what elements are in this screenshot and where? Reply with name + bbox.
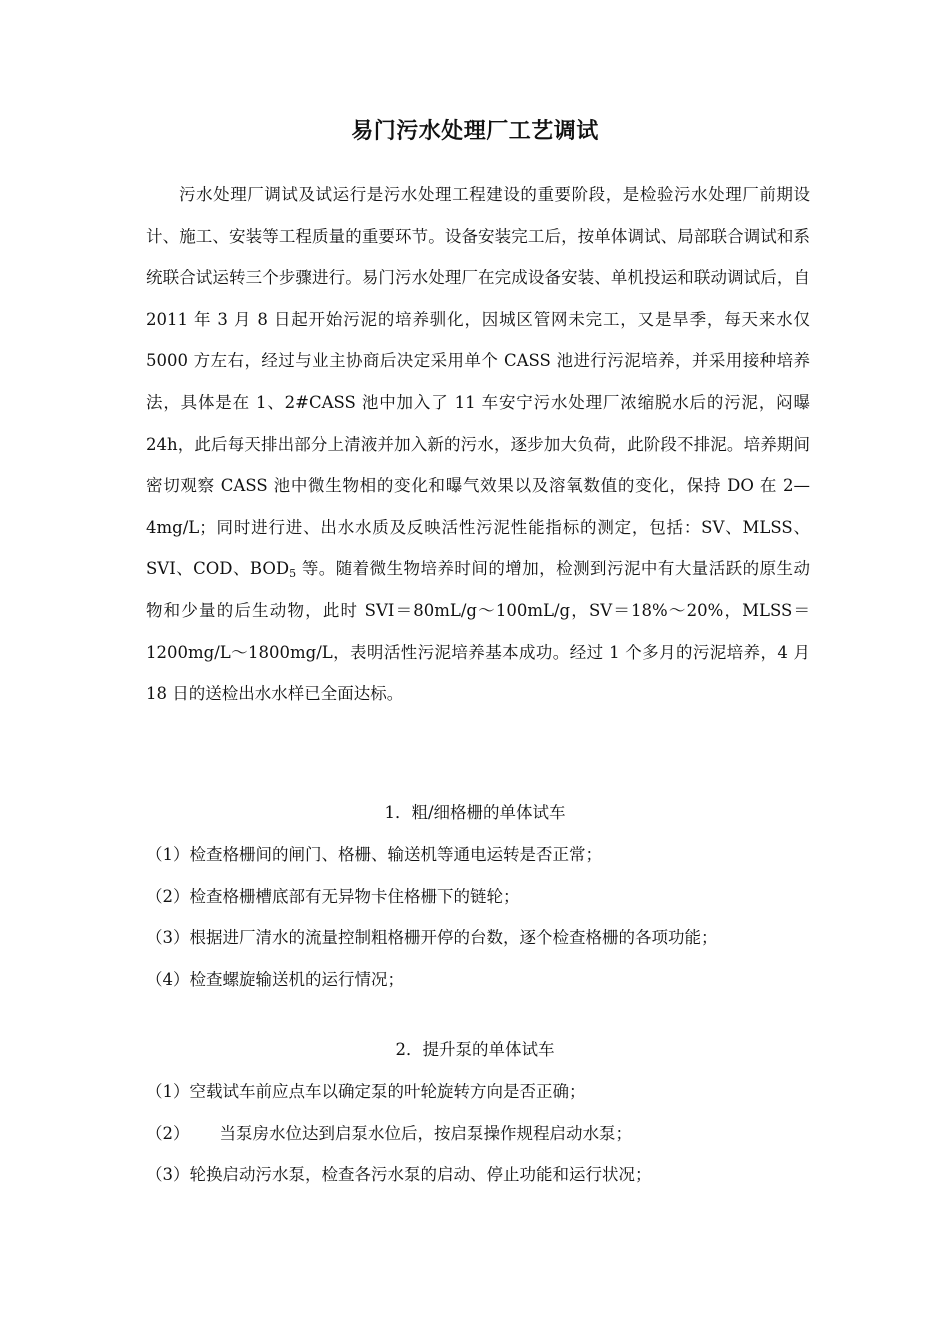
list-item-number: （1） xyxy=(146,845,190,864)
list-item-number: （2） xyxy=(146,1124,190,1143)
intro-text-part-2: 等。随着微生物培养时间的增加，检测到污泥中有大量活跃的原生动物和少量的后生动物，此时 SVI＝80mL/g～100mL/g，SV＝18%～20%，MLSS＝1200mg/L～1800mg/L，表明活性污泥培养基本成功。经过 1 个多月的污泥培养，4 月 18 日的送检出水水样已全面达标。 xyxy=(146,559,810,704)
list-item-text: 当泵房水位达到启泵水位后，按启泵操作规程启动水泵； xyxy=(219,1124,632,1143)
list-item xyxy=(146,1122,826,1146)
intro-text-part-1: 污水处理厂调试及试运行是污水处理工程建设的重要阶段，是检验污水处理厂前期设计、施工、安装等工程质量的重要环节。设备安装完工后，按单体调试、局部联合调试和系统联合试运转三个步骤进行。易门污水处理厂在完成设备安装、单机投运和联动调试后，自 2011 年 3 月 8 日起开始污泥的培养驯化，因城区管网未完工，又是旱季，每天来水仅 5000 方左右，经过与业主协商后决定采用单个 CASS 池进行污泥培养，并采用接种培养法，具体是在 1、2#CASS 池中加入了 11 车安宁污水处理厂浓缩脱水后的污泥，闷曝 24h，此后每天排出部分上清液并加入新的污水，逐步加大负荷，此阶段不排泥。培养期间密切观察 CASS 池中微生物相的变化和曝气效果以及溶氧数值的变化，保持 DO 在 2—4mg/L；同时进行进、出水水质及反映活性污泥性能指标的测定，包括：SV、MLSS、SVI、COD、BOD xyxy=(146,185,810,579)
bod-subscript: 5 xyxy=(289,567,297,581)
section-heading-pump: 2．提升泵的单体试车 xyxy=(395,1040,555,1059)
list-item-text: 检查格栅间的闸门、格栅、输送机等通电运转是否正常； xyxy=(189,845,602,864)
list-item-text: 根据进厂清水的流量控制粗格栅开停的台数，逐个检查格栅的各项功能； xyxy=(189,928,718,947)
list-item xyxy=(146,926,826,950)
list-item xyxy=(146,843,826,867)
list-item-number: （2） xyxy=(146,887,190,906)
list-item xyxy=(146,885,826,909)
list-item-number: （3） xyxy=(146,1165,190,1184)
intro-paragraph xyxy=(146,174,810,715)
document-title: 易门污水处理厂工艺调试 xyxy=(351,119,599,144)
list-item-number: （3） xyxy=(146,928,190,947)
list-item-text: 检查格栅槽底部有无异物卡住格栅下的链轮； xyxy=(189,887,520,906)
list-item xyxy=(146,1080,826,1104)
list-item-text: 检查螺旋输送机的运行情况； xyxy=(189,970,404,989)
list-item-text: 空载试车前应点车以确定泵的叶轮旋转方向是否正确； xyxy=(189,1082,586,1101)
list-item-number: （1） xyxy=(146,1082,190,1101)
list-item-text: 轮换启动污水泵，检查各污水泵的启动、停止功能和运行状况； xyxy=(189,1165,652,1184)
list-item xyxy=(146,1163,826,1187)
list-item xyxy=(146,968,826,992)
section-heading-grille: 1．粗/细格栅的单体试车 xyxy=(384,803,566,822)
list-item-number: （4） xyxy=(146,970,190,989)
